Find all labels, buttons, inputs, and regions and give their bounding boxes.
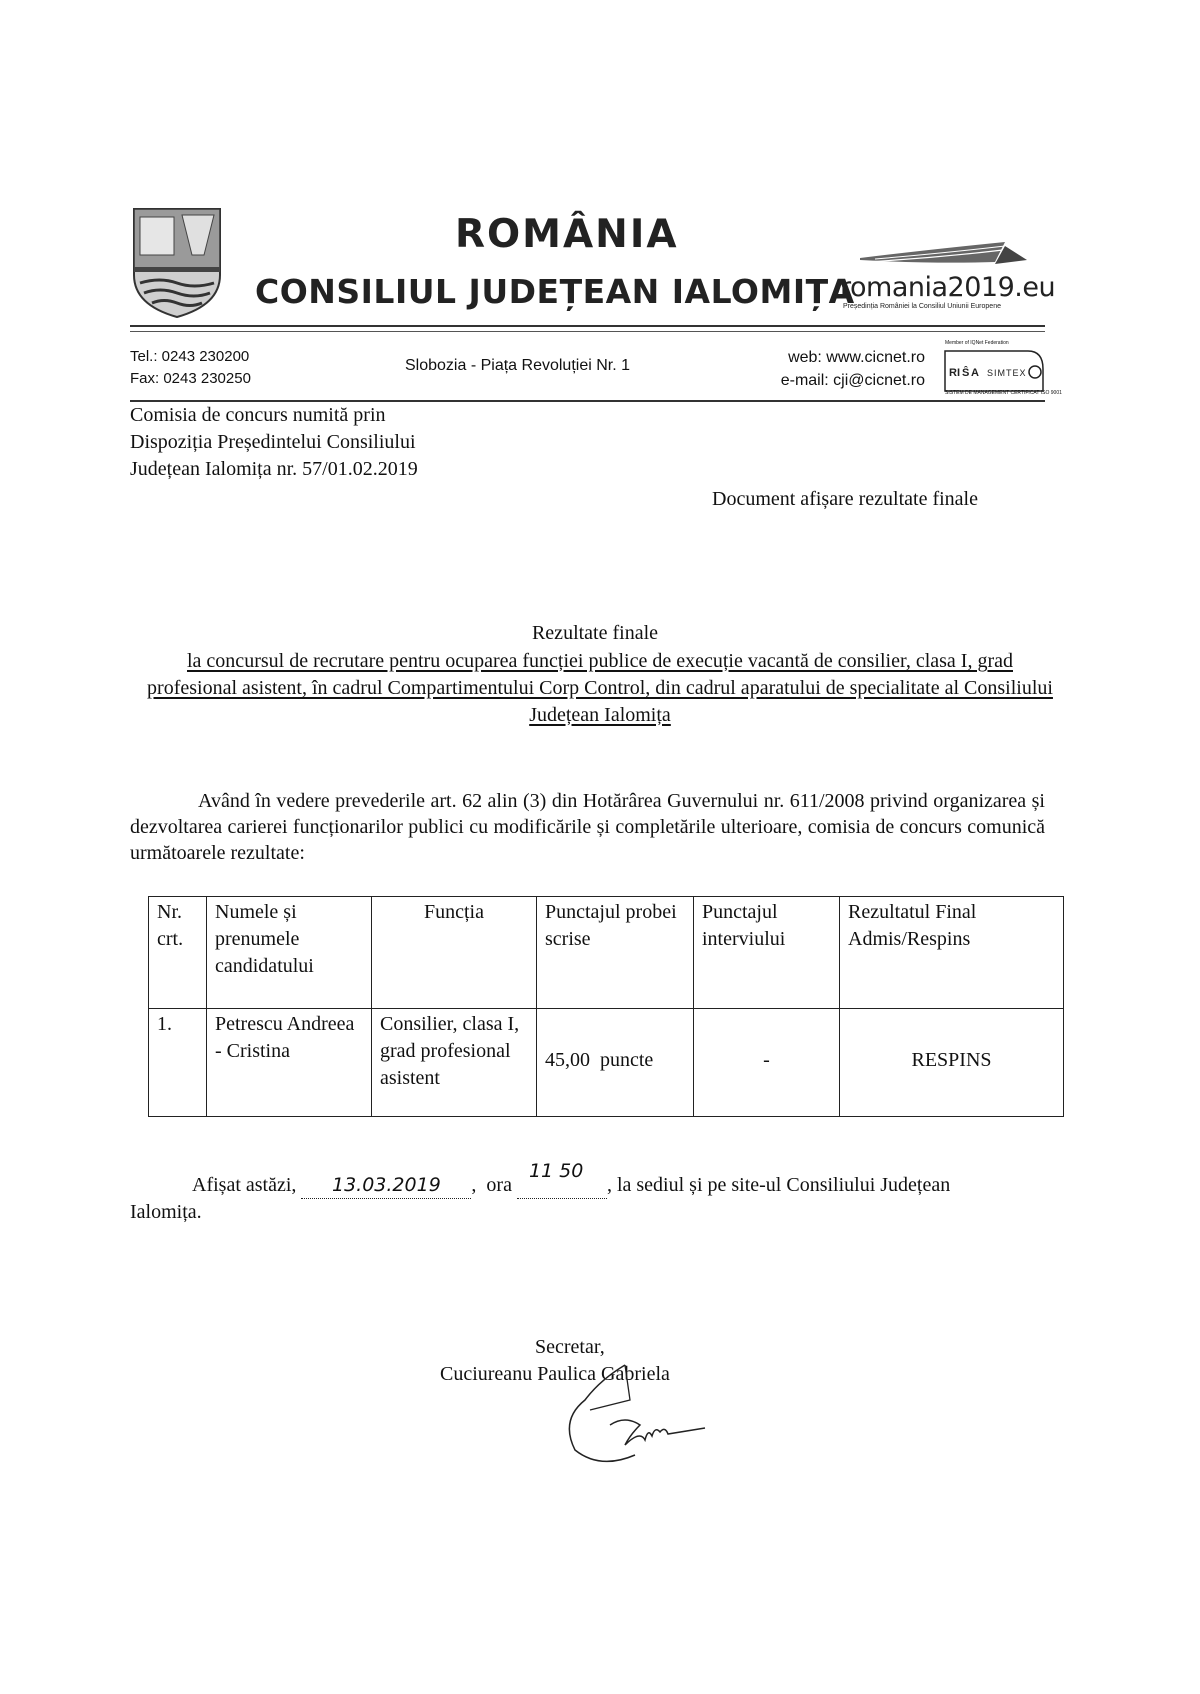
header-function: Funcția: [372, 897, 537, 1009]
results-table: [148, 896, 1064, 1117]
fax-number: Fax: 0243 230250: [130, 370, 251, 387]
address: Slobozia - Piața Revoluției Nr. 1: [405, 357, 630, 374]
header-nr: Nr. crt.: [149, 897, 207, 1009]
certification-top-text: Member of IQNet Federation: [945, 340, 1009, 346]
posted-prefix: Afișat astăzi,: [192, 1174, 297, 1196]
document-type: Document afișare rezultate finale: [712, 488, 978, 510]
commission-block: [130, 402, 418, 483]
header-written-score: Punctajul probei scrise: [537, 897, 694, 1009]
cell-nr: 1.: [149, 1009, 207, 1117]
presidency-subtitle: Președinția României la Consiliul Uniunii Europene: [843, 303, 1001, 310]
handwritten-signature: [530, 1360, 710, 1470]
svg-text:SIMTEX: SIMTEX: [987, 368, 1027, 378]
council-title: CONSILIUL JUDEȚEAN IALOMIȚA: [255, 272, 855, 311]
country-title: ROMÂNIA: [455, 212, 679, 257]
contact-phone-block: [130, 346, 251, 390]
body-paragraph: Având în vedere prevederile art. 62 alin (3) din Hotărârea Guvernului nr. 611/2008 privind organizarea și dezvoltarea carierei funcționarilor publici cu modificările și completările ulterioare, comisia de concurs comunică următoarele rezultate:: [130, 790, 1045, 864]
certification-bottom-text: SISTEM DE MANAGEMENT CERTIFICAT ISO 9001: [945, 390, 1062, 396]
handwritten-hour: 11 50: [528, 1160, 584, 1182]
svg-text:A: A: [971, 367, 979, 379]
commission-line-2: Dispoziția Președintelui Consiliului: [130, 431, 416, 453]
svg-text:Ŝ: Ŝ: [962, 367, 970, 379]
phone-number: Tel.: 0243 230200: [130, 348, 250, 365]
posting-note: Afișat astăzi, 13.03.2019 , ora 11 50 , la sediul și pe site-ul Consiliului Județean Ialomița.: [130, 1172, 1070, 1225]
presidency-wing-logo: [855, 240, 1035, 270]
header-divider-top: [130, 325, 1045, 327]
handwritten-date: 13.03.2019: [301, 1172, 471, 1199]
cell-final-result: RESPINS: [840, 1009, 1064, 1117]
header-interview-score: Punctajul interviului: [694, 897, 840, 1009]
results-title: Rezultate finale: [531, 622, 659, 644]
signatory-name: Cuciureanu Paulica Gabriela: [440, 1363, 670, 1385]
cell-name: Petrescu Andreea - Cristina: [207, 1009, 372, 1117]
cell-interview-score: -: [694, 1009, 840, 1117]
presidency-site-logo-text: romania2019.eu: [840, 272, 1056, 303]
cell-written-score: 45,00 puncte: [537, 1009, 694, 1117]
posted-suffix: , la sediul și pe site-ul Consiliului Județean: [606, 1174, 951, 1196]
county-crest-logo: [130, 205, 224, 320]
cell-function: Consilier, clasa I, grad profesional asistent: [372, 1009, 537, 1117]
commission-line-1: Comisia de concurs numită prin: [130, 404, 386, 426]
results-subtitle: la concursul de recrutare pentru ocuparea funcției publice de execuție vacantă de consilier, clasa I, grad profesional asistent, în cadrul Compartimentului Corp Control, din cadrul aparatului de specialitate al Consiliului Județean Ialomița: [147, 650, 1053, 726]
signatory-role: Secretar,: [535, 1336, 605, 1358]
table-header-row: [149, 897, 1064, 1009]
email-link[interactable]: e-mail: cji@cicnet.ro: [780, 372, 925, 389]
website-link[interactable]: web: www.cicnet.ro: [788, 349, 925, 366]
ora-label: ora: [486, 1174, 512, 1196]
handwritten-hour-field: [517, 1160, 607, 1199]
header-final-result: Rezultatul Final Admis/Respins: [840, 897, 1064, 1009]
contact-web-block: [750, 346, 925, 392]
commission-line-3: Județean Ialomița nr. 57/01.02.2019: [130, 458, 418, 480]
svg-text:RI: RI: [949, 367, 960, 379]
posted-line-2: Ialomița.: [130, 1201, 202, 1223]
table-row: [149, 1009, 1064, 1117]
header-name: Numele și prenumele candidatului: [207, 897, 372, 1009]
header-divider-top-2: [130, 331, 1045, 332]
